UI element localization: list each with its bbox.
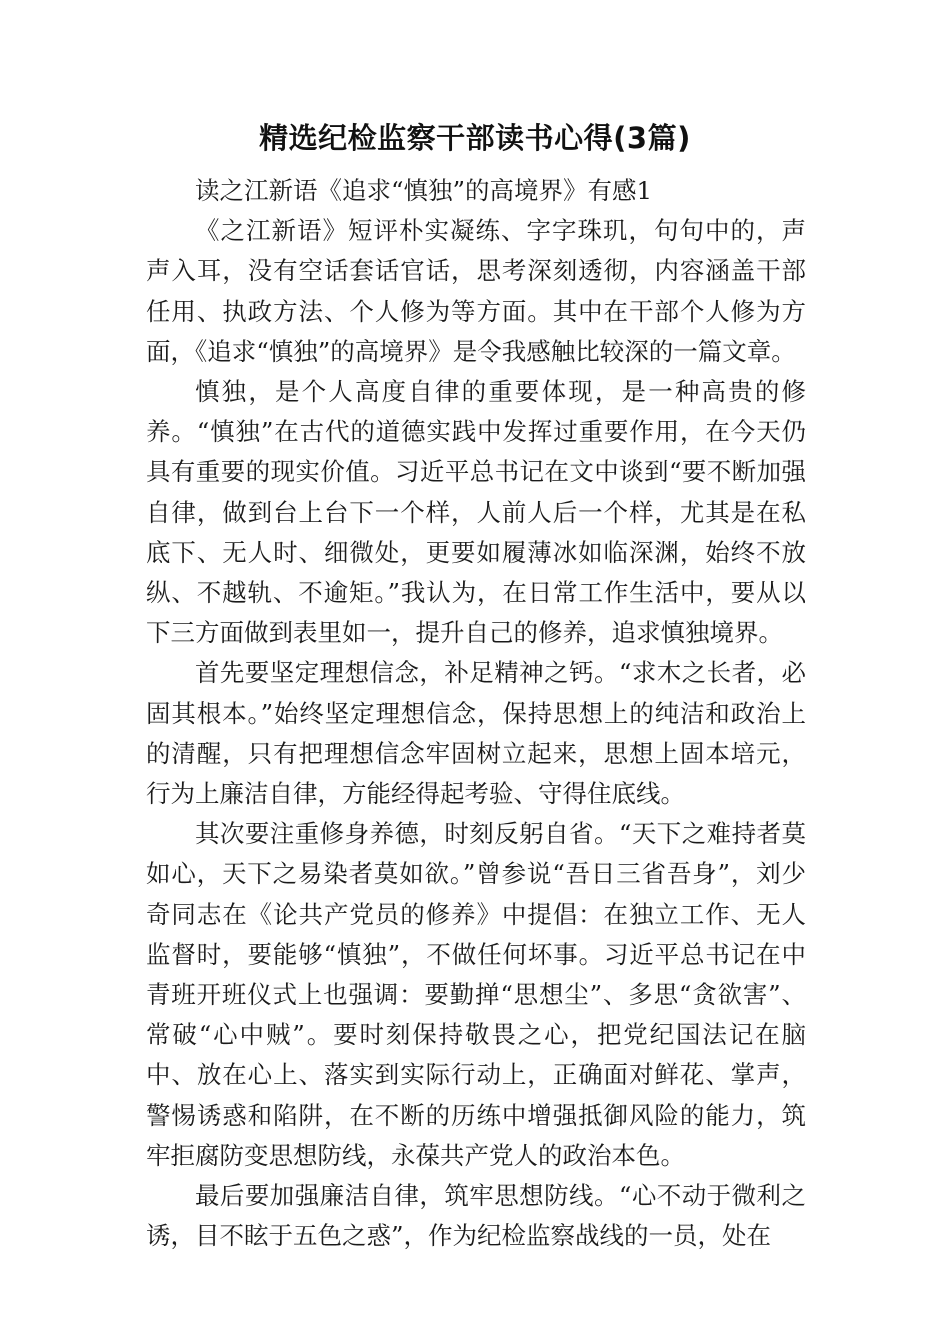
paragraph: 《之江新语》短评朴实凝练、字字珠玑，句句中的，声声入耳，没有空话套话官话，思考深刻透彻，内容涵盖干部任用、执政方法、个人修为等方面。其中在干部个人修为方面，《追求“慎独”的高境界》是令我感触比较深的一篇文章。: [146, 216, 806, 366]
document-title: 精选纪检监察干部读书心得(3篇): [259, 121, 691, 155]
paragraph: 慎独，是个人高度自律的重要体现，是一种高贵的修养。“慎独”在古代的道德实践中发挥过重要作用，在今天仍具有重要的现实价值。习近平总书记在文中谈到“要不断加强自律，做到台上台下一个样，人前人后一个样，尤其是在私底下、无人时、细微处，更要如履薄冰如临深渊，始终不放纵、不越轨、不逾矩。”我认为，在日常工作生活中，要从以下三方面做到表里如一，提升自己的修养，追求慎独境界。: [146, 377, 806, 648]
paragraph: 最后要加强廉洁自律，筑牢思想防线。“心不动于微利之诱，目不眩于五色之惑”，作为纪检监察战线的一员，处在: [146, 1181, 806, 1251]
paragraph: 其次要注重修身养德，时刻反躬自省。“天下之难持者莫如心，天下之易染者莫如欲。”曾参说“吾日三省吾身”，刘少奇同志在《论共产党员的修养》中提倡：在独立工作、无人监督时，要能够“慎独”，不做任何坏事。习近平总书记在中青班开班仪式上也强调：要勤掸“思想尘”、多思“贪欲害”、常破“心中贼”。要时刻保持敬畏之心，把党纪国法记在脑中、放在心上、落实到实际行动上，正确面对鲜花、掌声，警惕诱惑和陷阱，在不断的历练中增强抵御风险的能力，筑牢拒腐防变思想防线，永葆共产党人的政治本色。: [146, 819, 806, 1170]
document-body: [146, 171, 806, 1256]
paragraph-subtitle: 读之江新语《追求“慎独”的高境界》有感1: [195, 176, 653, 205]
paragraph: 首先要坚定理想信念，补足精神之钙。“求木之长者，必固其根本。”始终坚定理想信念，保持思想上的纯洁和政治上的清醒，只有把理想信念牢固树立起来，思想上固本培元，行为上廉洁自律，方能经得起考验、守得住底线。: [146, 658, 806, 809]
